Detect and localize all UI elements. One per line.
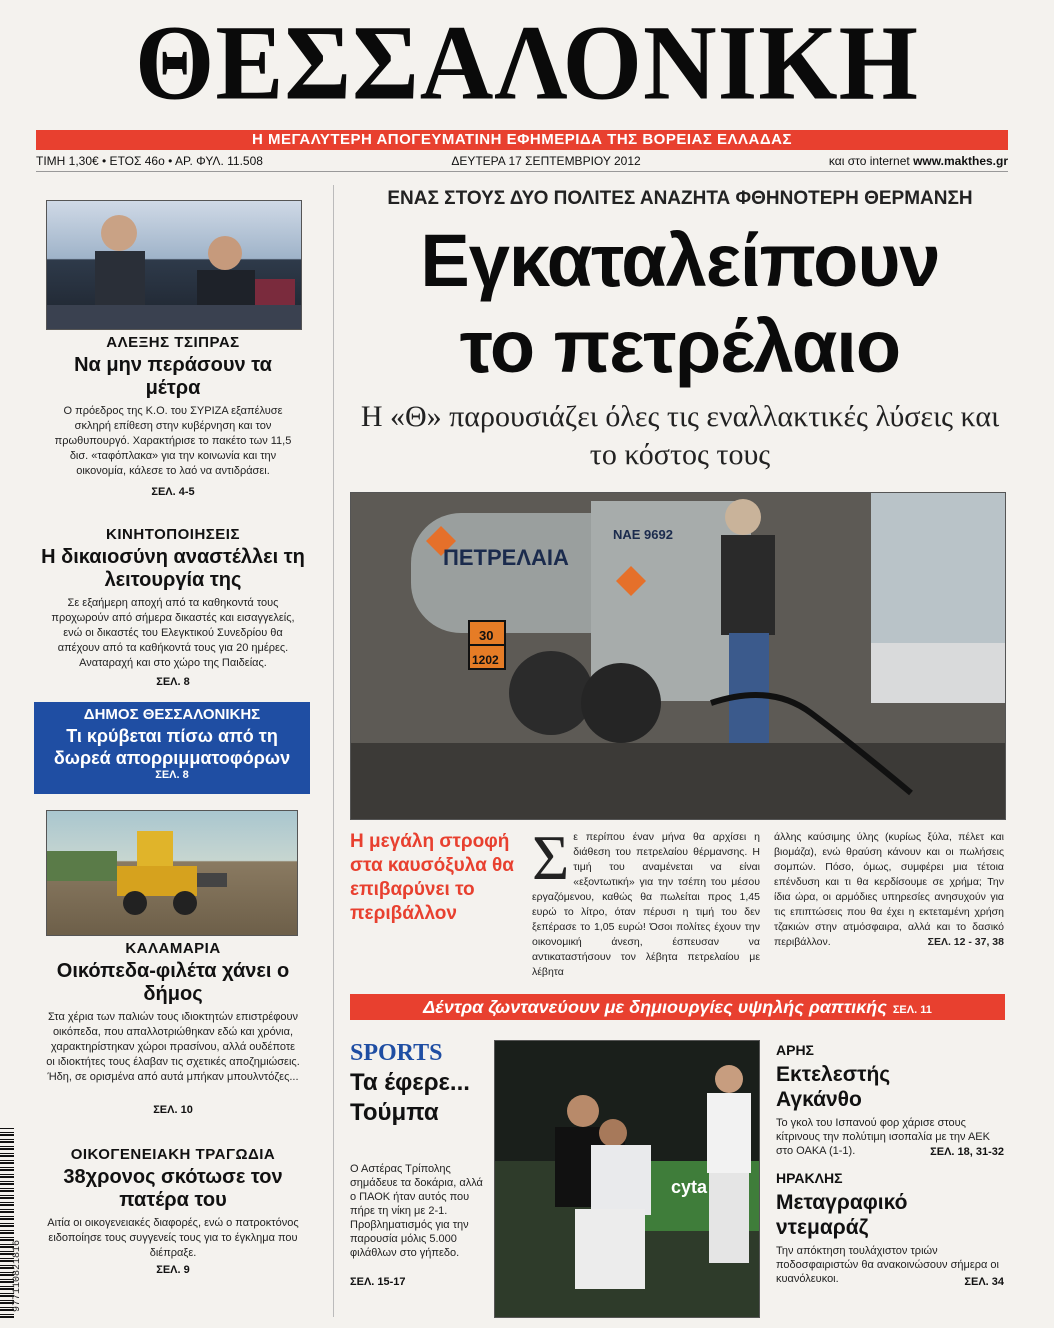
barcode-digits: 977110821816 (12, 1239, 23, 1312)
story5-body: Αιτία οι οικογενειακές διαφορές, ενώ ο πατροκτόνος ειδοποίησε τους συγγενείς τους για το έγκλημα που διέπραξε. (47, 1217, 299, 1259)
aris-page-ref[interactable]: ΣΕΛ. 18, 31-32 (930, 1146, 1004, 1158)
main-subhead: Η «Θ» παρουσιάζει όλες τις εναλλακτικές λύσεις και το κόστος τους (360, 400, 1000, 471)
website-link[interactable]: www.makthes.gr (913, 154, 1008, 168)
story1-kicker: ΑΛΕΞΗΣ ΤΣΙΠΡΑΣ (106, 334, 240, 351)
main-body-col1 (532, 822, 760, 980)
sports-headline[interactable]: Τα έφερε... Τούμπα (350, 1069, 470, 1126)
main-body-col1-text: ε περίπου έναν μήνα θα αρχίσει η διάθεση του πετρελαίου θέρμανσης. Η τιμή του αναμένεται να είναι «εξοντωτική» για την τσέπη του μέσου εργαζόμενου, καθώς θα πωλείται προς 1,45 ευρώ το λίτρο, όταν πέρυσι η τιμή του δεν ξεπέρασε το 1,05 ευρώ! Όσοι πολίτες έχουν την οικονομική άνεση, έσπευσαν να αντικαταστήσουν τον λέβητα πετρελαίου με λέβητα (532, 831, 760, 978)
story2-page-ref[interactable]: ΣΕΛ. 8 (156, 676, 190, 688)
price-info: ΤΙΜΗ 1,30€ • ΕΤΟΣ 46ο • ΑΡ. ΦΥΛ. 11.508 (36, 154, 263, 168)
story1-page-ref[interactable]: ΣΕΛ. 4-5 (151, 486, 195, 498)
masthead-title: ΘΕΣΣΑΛΟΝΙΚΗ (135, 4, 919, 123)
story4-headline[interactable]: Οικόπεδα-φιλέτα χάνει ο δήμος (56, 960, 290, 1005)
internet-prefix: και στο internet (828, 154, 910, 168)
story4-body: Στα χέρια των παλιών τους ιδιοκτητών επιστρέφουν οικόπεδα, που απαλλοτριώθηκαν εδώ και χρόνια, χαρακτηρίστηκαν χώροι πρασίνου, αλλά ουδέποτε οι ιδιοκτήτες τους έλαβαν τις σχετικές αποζημιώσεις. Ήδη, σε ορισμένα από αυτά μπήκαν μπουλντόζες... (46, 1011, 300, 1083)
story4-kicker: ΚΑΛΑΜΑΡΙΑ (125, 940, 221, 957)
story2-headline[interactable]: Η δικαιοσύνη αναστέλλει τη λειτουργία της (41, 546, 305, 591)
website-line (829, 152, 1008, 170)
main-headline[interactable] (340, 218, 1020, 390)
story4-page-ref[interactable]: ΣΕΛ. 10 (153, 1104, 193, 1116)
issue-date: ΔΕΥΤΕΡΑ 17 ΣΕΠΤΕΜΒΡΙΟΥ 2012 (451, 154, 641, 168)
bulldozer-photo-drawing (47, 811, 297, 935)
main-dropcap: Σ (532, 822, 570, 893)
cyta-ad-text: cyta (671, 1177, 708, 1197)
story2-kicker: ΚΙΝΗΤΟΠΟΙΗΣΕΙΣ (106, 526, 240, 543)
iraklis-body: Την απόκτηση τουλάχιστον τριών ποδοσφαιριστών θα ανακοινώσουν σήμερα οι κυανόλευκοι. (776, 1245, 999, 1285)
issue-info-line (36, 152, 1008, 170)
main-headline-line1: Εγκαταλείπουν (420, 219, 940, 302)
story5-page-ref[interactable]: ΣΕΛ. 9 (156, 1264, 190, 1276)
story3-box[interactable] (34, 702, 310, 794)
story1-headline[interactable]: Να μην περάσουν τα μέτρα (74, 354, 272, 399)
sports-page-ref[interactable]: ΣΕΛ. 15-17 (350, 1276, 406, 1288)
fashion-banner[interactable] (350, 994, 1005, 1020)
story3-headline: Τι κρύβεται πίσω από τη δωρεά απορριμματοφόρων (53, 726, 291, 768)
main-headline-line2: το πετρέλαιο (459, 305, 901, 388)
football-photo (494, 1040, 760, 1318)
column-divider (333, 185, 334, 1317)
story2-body: Σε εξαήμερη αποχή από τα καθηκοντά τους προχωρούν από σήμερα δικαστές και εισαγγελείς, ενώ οι δικαστές του Ελεγκτικού Συνεδρίου θα απέχουν από τα καθήκοντά τους για 20 ημέρες. Αναταραχή και στο χώρο της Παιδείας. (51, 597, 295, 669)
sports-body: Ο Αστέρας Τρίπολης σημάδευε τα δοκάρια, αλλά ο ΠΑΟΚ ήταν αυτός που πήρε τη νίκη με 2-1. Προβληματισμός για την παρουσία μόλις 5.000 φιλάθλων στο γήπεδο. (350, 1163, 483, 1259)
main-body-col2-text: άλλης καύσιμης ύλης (κυρίως ξύλα, πέλετ και βιομάζα), ενώ θραύση κάνουν και οι πωλήσεις σομπών. Πόσο, όμως, συμφέρει μια τέτοια επένδυση και τι θα κερδίσουμε σε χρήμα; Την ίδια ώρα, οι αρμόδιες υπηρεσίες ανησυχούν για τις επιπτώσεις που θα έχει η εκτεταμένη χρήση τζακιών στην ατμόσφαιρα, αλλά και το δασικό περιβάλλον. (774, 831, 1004, 948)
main-pull-quote: Η μεγάλη στροφή στα καυσόξυλα θα επιβαρύνει το περιβάλλον (350, 831, 514, 924)
aris-kicker: ΑΡΗΣ (776, 1042, 814, 1058)
hazard-code-bottom: 1202 (472, 653, 499, 667)
aris-body: Το γκολ του Ισπανού φορ χάρισε στους κίτρινους την πολύτιμη ισοπαλία με την ΑΕΚ στο ΟΑΚΑ (1-1). (776, 1117, 990, 1157)
sports-label: SPORTS (350, 1040, 443, 1066)
story1-body: Ο πρόεδρος της Κ.Ο. του ΣΥΡΙΖΑ εξαπέλυσε σκληρή επίθεση στην κυβέρνηση και τον πρωθυπουργό. Χαρακτήρισε το πακέτο των 11,5 δισ. «ταφόπλακα» για την κοινωνία και την οικονομία, κάλεσε το λαό να αντιδράσει. (54, 405, 292, 477)
truck-text-petrelaia: ΠΕΤΡΕΛΑΙΑ (443, 545, 569, 570)
football-photo-drawing (495, 1041, 759, 1317)
fashion-banner-page: ΣΕΛ. 11 (892, 1004, 932, 1016)
story3-page-ref: ΣΕΛ. 8 (155, 769, 189, 781)
main-page-ref[interactable]: ΣΕΛ. 12 - 37, 38 (927, 936, 1004, 948)
story5-headline[interactable]: 38χρονος σκότωσε τον πατέρα του (63, 1166, 283, 1211)
iraklis-headline[interactable]: Μεταγραφικό ντεμαράζ (776, 1191, 908, 1239)
story3-kicker: ΔΗΜΟΣ ΘΕΣΣΑΛΟΝΙΚΗΣ (83, 706, 261, 723)
story5-kicker: ΟΙΚΟΓΕΝΕΙΑΚΗ ΤΡΑΓΩΔΙΑ (70, 1146, 276, 1163)
masthead-tagline: Η ΜΕΓΑΛΥΤΕΡΗ ΑΠΟΓΕΥΜΑΤΙΝΗ ΕΦΗΜΕΡΙΔΑ ΤΗΣ ΒΟΡΕΙΑΣ ΕΛΛΑΔΑΣ (36, 130, 1008, 150)
truck-text-plate: ΝΑΕ 9692 (613, 527, 673, 542)
bulldozer-photo (46, 810, 298, 936)
header-divider (36, 171, 1008, 172)
tsipras-photo (46, 200, 302, 330)
tsipras-photo-drawing (47, 201, 301, 329)
main-body-col2 (774, 830, 1004, 950)
iraklis-page-ref[interactable]: ΣΕΛ. 34 (964, 1276, 1004, 1288)
oil-truck-photo (350, 492, 1006, 820)
aris-headline[interactable]: Εκτελεστής Αγκάνθο (776, 1063, 891, 1111)
fashion-banner-text: Δέντρα ζωντανεύουν με δημιουργίες υψηλής ραπτικής (423, 997, 887, 1017)
oil-truck-photo-drawing (351, 493, 1005, 819)
main-kicker: ΕΝΑΣ ΣΤΟΥΣ ΔΥΟ ΠΟΛΙΤΕΣ ΑΝΑΖΗΤΑ ΦΘΗΝΟΤΕΡΗ ΘΕΡΜΑΝΣΗ (387, 188, 973, 209)
iraklis-kicker: ΗΡΑΚΛΗΣ (776, 1170, 843, 1186)
hazard-code-top: 30 (479, 628, 494, 643)
